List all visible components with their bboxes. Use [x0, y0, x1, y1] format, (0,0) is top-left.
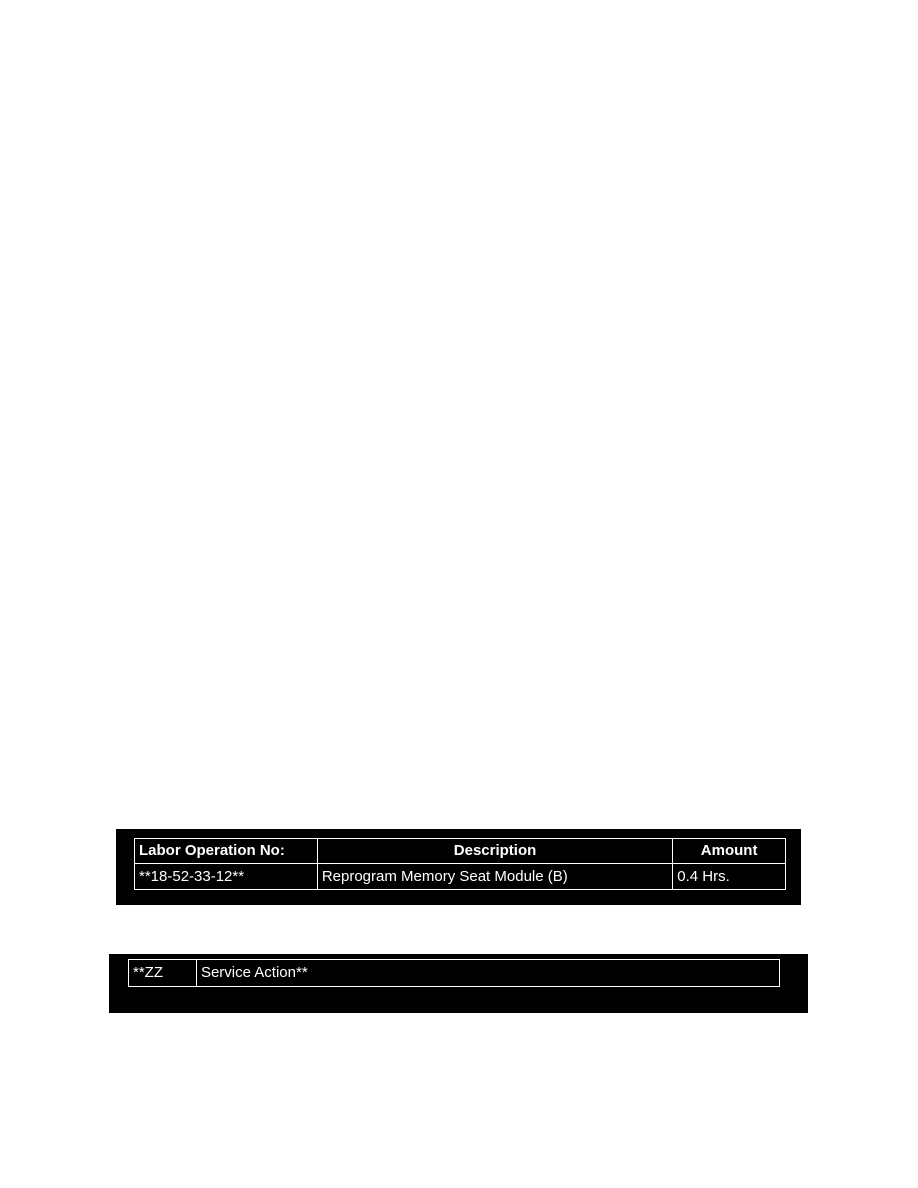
table-row: [129, 960, 780, 987]
header-description: Description: [317, 839, 672, 864]
service-action-table: [128, 959, 780, 987]
header-labor-operation-no: Labor Operation No:: [135, 839, 318, 864]
service-action-panel: [109, 954, 808, 1013]
labor-operation-panel: [116, 829, 801, 905]
table-row: [135, 864, 786, 890]
labor-operation-number: **18-52-33-12**: [135, 864, 318, 890]
service-action-label: Service Action**: [196, 960, 779, 987]
labor-description: Reprogram Memory Seat Module (B): [317, 864, 672, 890]
labor-amount: 0.4 Hrs.: [673, 864, 786, 890]
table-header-row: [135, 839, 786, 864]
service-action-code: **ZZ: [129, 960, 197, 987]
labor-operation-table: [134, 838, 786, 890]
header-amount: Amount: [673, 839, 786, 864]
